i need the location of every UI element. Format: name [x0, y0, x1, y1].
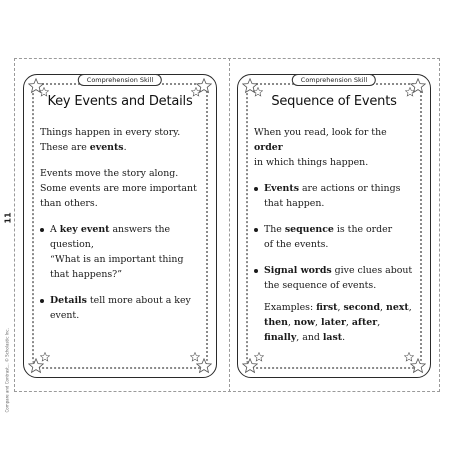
- text: Some events are more important: [40, 183, 197, 194]
- text: tell more about a key event.: [50, 295, 191, 321]
- bold-term: key event: [59, 224, 110, 235]
- star-icon: [254, 352, 264, 362]
- signal-word: first: [316, 302, 338, 313]
- list-item: [254, 222, 418, 252]
- bullet-list: [254, 181, 418, 293]
- paragraph: [40, 125, 204, 155]
- signal-word: now: [293, 317, 316, 328]
- list-item: [40, 222, 204, 282]
- bold-term: Details: [50, 295, 87, 306]
- text: and: [302, 332, 323, 343]
- text: is the order: [333, 224, 393, 235]
- bold-term: events: [89, 142, 124, 153]
- bold-term: Events: [264, 183, 299, 194]
- examples: Examples: first, second, next, then, now, later, after, finally, and last.: [264, 302, 412, 343]
- comprehension-skill-badge: Comprehension Skill: [292, 74, 376, 86]
- text: These are: [40, 142, 90, 153]
- card-sequence-of-events: [237, 74, 431, 378]
- text: Examples:: [264, 302, 317, 313]
- signal-word: second: [343, 302, 381, 313]
- signal-word: next: [386, 302, 409, 313]
- list-item: [254, 263, 418, 293]
- card-key-events: [23, 74, 217, 378]
- signal-word: later: [321, 317, 346, 328]
- dashed-cut-divider: [229, 58, 230, 392]
- bold-term: Signal words: [264, 265, 332, 276]
- star-icon: [404, 352, 414, 362]
- text: The: [264, 224, 285, 235]
- text: .: [123, 142, 127, 153]
- card-title: Key Events and Details: [47, 94, 193, 109]
- text: Things happen in every story.: [40, 127, 181, 138]
- text: When you read, look for the: [254, 127, 387, 138]
- bullet-list: [40, 222, 204, 323]
- bold-term: order: [254, 142, 283, 153]
- copyright-notice: Compare and Contrast... © Scholastic Inc.: [4, 328, 10, 413]
- signal-word: after: [351, 317, 378, 328]
- comprehension-skill-badge: Comprehension Skill: [78, 74, 162, 86]
- text: of the events.: [264, 239, 329, 250]
- list-item: [254, 181, 418, 211]
- text: A: [50, 224, 60, 235]
- star-icon: [190, 352, 200, 362]
- card-body: [254, 125, 418, 345]
- text: that happen.: [264, 198, 325, 209]
- bold-term: sequence: [284, 224, 334, 235]
- text: answers the question,: [50, 224, 171, 250]
- paragraph: [254, 125, 418, 170]
- text: are actions or things: [298, 183, 401, 194]
- paragraph: [40, 166, 204, 211]
- signal-word: last: [322, 332, 343, 343]
- text: give clues about: [331, 265, 413, 276]
- text: in which things happen.: [254, 157, 369, 168]
- text: than others.: [40, 198, 98, 209]
- page-number: 11: [3, 212, 13, 224]
- card-body: [40, 125, 204, 334]
- star-icon: [40, 352, 50, 362]
- text: “What is an important thing: [50, 254, 184, 265]
- text: the sequence of events.: [264, 280, 377, 291]
- card-title: Sequence of Events: [271, 94, 397, 109]
- text: Events move the story along.: [40, 168, 179, 179]
- text: that happens?”: [50, 269, 122, 280]
- signal-word: then: [264, 317, 288, 328]
- list-item: [40, 293, 204, 323]
- signal-word: finally: [264, 332, 297, 343]
